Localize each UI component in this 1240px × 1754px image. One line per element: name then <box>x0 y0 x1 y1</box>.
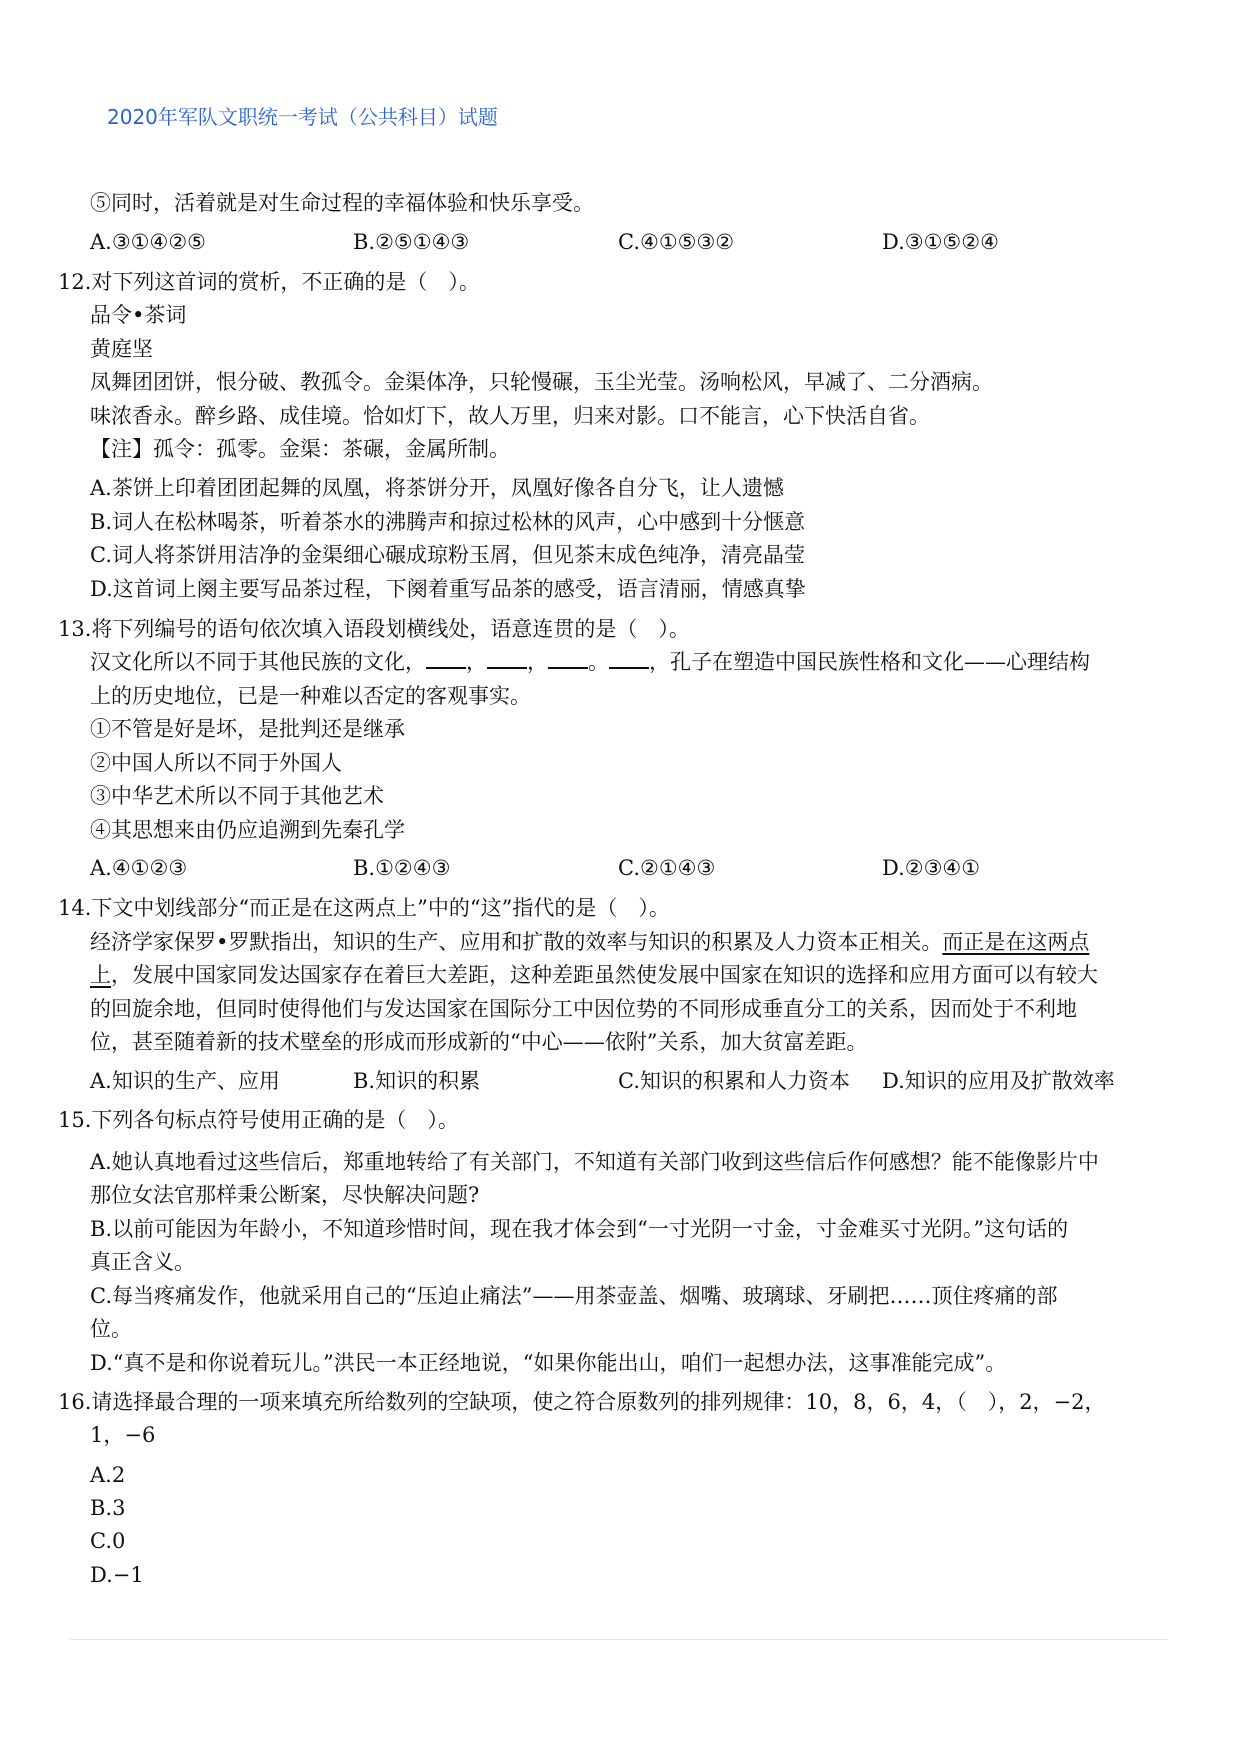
q13-separator: ， <box>466 650 487 674</box>
q14-stem: 14.下文中划线部分“而正是在这两点上”中的“这”指代的是（ ）。 <box>58 896 670 920</box>
q16-option-d: D.−1 <box>90 1563 144 1587</box>
q13-blank-2 <box>487 649 527 669</box>
q12-poem-title: 品令•茶词 <box>90 303 187 327</box>
q13-option-b: B.①②④③ <box>353 856 451 880</box>
q16-stem-line-1: 16.请选择最合理的一项来填充所给数列的空缺项，使之符合原数列的排列规律：10，8，6，4，（ ），2，−2， <box>58 1390 1106 1414</box>
q11-option-b: B.②⑤①④③ <box>353 230 470 254</box>
q15-option-c-line-2: 位。 <box>90 1317 132 1341</box>
q12-option-a: A.茶饼上印着团团起舞的凤凰，将茶饼分开，凤凰好像各自分飞，让人遗憾 <box>90 476 784 500</box>
q12-note: 【注】孤令：孤零。金渠：茶碾，金属所制。 <box>90 437 510 461</box>
q13-paragraph-line-2: 上的历史地位，已是一种难以否定的客观事实。 <box>90 684 531 708</box>
q14-option-c: C.知识的积累和人力资本 <box>618 1069 850 1093</box>
q13-item-3: ③中华艺术所以不同于其他艺术 <box>90 784 384 808</box>
q13-option-a: A.④①②③ <box>90 856 188 880</box>
q14-text: ，发展中国家同发达国家存在着巨大差距，这种差距虽然使发展中国家在知识的选择和应用方面可以有较大 <box>111 963 1098 987</box>
q13-stem: 13.将下列编号的语句依次填入语段划横线处，语意连贯的是（ ）。 <box>58 617 690 641</box>
q15-stem: 15.下列各句标点符号使用正确的是（ ）。 <box>58 1108 459 1132</box>
q12-option-c: C.词人将茶饼用洁净的金渠细心碾成琼粉玉屑，但见茶末成色纯净，清亮晶莹 <box>90 543 805 567</box>
q13-item-2: ②中国人所以不同于外国人 <box>90 751 342 775</box>
q15-option-b-line-1: B.以前可能因为年龄小，不知道珍惜时间，现在我才体会到“一寸光阴一寸金，寸金难买寸光阴。”这句话的 <box>90 1217 1069 1241</box>
q14-underlined-text: 而正是在这两点 <box>942 930 1090 954</box>
q12-option-d: D.这首词上阕主要写品茶过程，下阕着重写品茶的感受，语言清丽，情感真挚 <box>90 577 806 601</box>
q14-underlined-text: 上 <box>90 963 111 987</box>
q12-author: 黄庭坚 <box>90 337 153 361</box>
q13-separator: ， <box>527 650 548 674</box>
q14-option-d: D.知识的应用及扩散效率 <box>882 1069 1115 1093</box>
q11-option-a: A.③①④②⑤ <box>90 230 206 254</box>
q14-text: 经济学家保罗•罗默指出，知识的生产、应用和扩散的效率与知识的积累及人力资本正相关。 <box>90 930 943 954</box>
q14-paragraph-line-2 <box>90 961 1098 989</box>
q12-option-b: B.词人在松林喝茶，听着茶水的沸腾声和掠过松林的风声，心中感到十分惬意 <box>90 510 806 534</box>
q11-statement-5: ⑤同时，活着就是对生命过程的幸福体验和快乐享受。 <box>90 191 594 215</box>
q13-separator: 。 <box>588 650 609 674</box>
q16-option-c: C.0 <box>90 1529 126 1553</box>
q13-paragraph-line-1 <box>90 648 1090 676</box>
q15-option-a-line-2: 那位女法官那样秉公断案，尽快解决问题? <box>90 1183 480 1207</box>
q15-option-b-line-2: 真正含义。 <box>90 1250 195 1274</box>
q15-option-a-line-1: A.她认真地看过这些信后，郑重地转给了有关部门，不知道有关部门收到这些信后作何感想？能不能像影片中 <box>90 1150 1099 1174</box>
q16-option-b: B.3 <box>90 1496 126 1520</box>
q13-blank-1 <box>426 649 466 669</box>
q13-text: 汉文化所以不同于其他民族的文化， <box>90 650 426 674</box>
q15-option-d: D.“真不是和你说着玩儿。”洪民一本正经地说，“如果你能出山，咱们一起想办法，这事准能完成”。 <box>90 1351 1007 1375</box>
q16-option-a: A.2 <box>90 1463 126 1487</box>
q12-poem-line-1: 凤舞团团饼，恨分破、教孤令。金渠体净，只轮慢碾，玉尘光莹。汤响松风，早减了、二分酒病。 <box>90 370 993 394</box>
q13-option-d: D.②③④① <box>882 856 981 880</box>
q14-option-a: A.知识的生产、应用 <box>90 1069 280 1093</box>
q13-item-1: ①不管是好是坏，是批判还是继承 <box>90 717 405 741</box>
q14-paragraph-line-4: 位，甚至随着新的技术壁垒的形成而形成新的“中心——依附”关系，加大贫富差距。 <box>90 1030 868 1054</box>
q11-option-c: C.④①⑤③② <box>618 230 735 254</box>
q14-paragraph-line-3: 的回旋余地，但同时使得他们与发达国家在国际分工中因位势的不同形成垂直分工的关系，因而处于不利地 <box>90 997 1077 1021</box>
q12-stem: 12.对下列这首词的赏析，不正确的是（ ）。 <box>58 270 480 294</box>
q13-blank-4 <box>609 649 649 669</box>
q16-stem-line-2: 1，−6 <box>90 1423 156 1447</box>
document-title: 2020年军队文职统一考试（公共科目）试题 <box>107 105 498 129</box>
q12-poem-line-2: 味浓香永。醉乡路、成佳境。恰如灯下，故人万里，归来对影。口不能言，心下快活自省。 <box>90 404 930 428</box>
q15-option-c-line-1: C.每当疼痛发作，他就采用自己的“压迫止痛法”——用茶壶盖、烟嘴、玻璃球、牙刷把……顶住疼痛的部 <box>90 1284 1058 1308</box>
q14-option-b: B.知识的积累 <box>353 1069 481 1093</box>
q13-item-4: ④其思想来由仍应追溯到先秦孔学 <box>90 818 405 842</box>
q13-option-c: C.②①④③ <box>618 856 716 880</box>
q11-option-d: D.③①⑤②④ <box>882 230 999 254</box>
q13-text: ，孔子在塑造中国民族性格和文化——心理结构 <box>649 650 1090 674</box>
q13-blank-3 <box>548 649 588 669</box>
footer-divider <box>70 1639 1167 1640</box>
q14-paragraph-line-1 <box>90 928 1089 956</box>
